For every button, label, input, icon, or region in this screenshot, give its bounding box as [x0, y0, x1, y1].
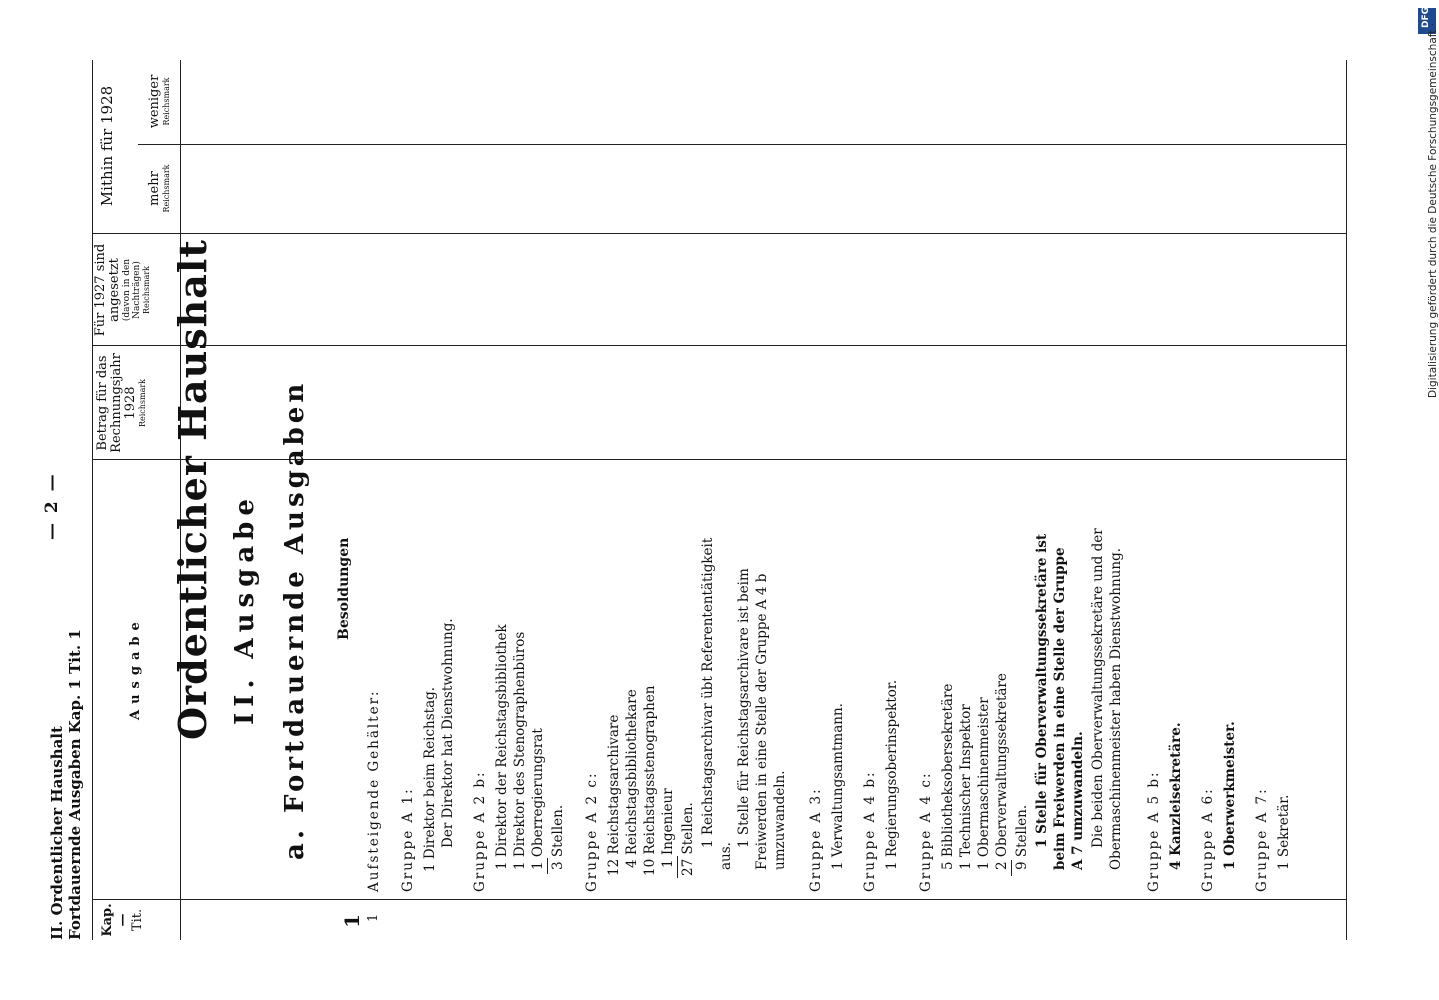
mehr-unit: Reichsmark — [162, 164, 171, 213]
a2c-note-1: 1 Reichstagsarchivar übt Referententätigkeit — [700, 537, 716, 848]
group-a1: Gruppe A 1: — [400, 787, 416, 892]
a4c-note-3: A 7 umzuwandeln. — [1070, 731, 1086, 870]
fuer1927-column-rule — [92, 345, 1346, 346]
mehr-column-rule — [92, 233, 1346, 234]
a2c-sum: 27 Stellen. — [680, 802, 696, 876]
group-a6: Gruppe A 6: — [1200, 787, 1216, 892]
tit-label: Tit. — [130, 908, 145, 932]
section-intro: Aufsteigende Gehälter: — [366, 689, 382, 892]
a2b-sum: 3 Stellen. — [550, 804, 566, 870]
a4c-line-4: 2 Oberverwaltungssekretäre — [994, 673, 1010, 870]
a4c-note-2: beim Freiwerden in eine Stelle der Gruppe — [1052, 547, 1068, 870]
a4c-line-3: 1 Obermaschinenmeister — [976, 697, 992, 870]
kap-column-rule — [92, 899, 1346, 900]
kap-label: Kap. — [100, 903, 115, 937]
a4c-note-5: Obermaschinenmeister haben Dienstwohnung. — [1108, 547, 1124, 870]
group-a3: Gruppe A 3: — [808, 787, 824, 892]
a2b-line-3: 1 Oberregierungsrat — [530, 728, 546, 870]
a2c-sum-rule — [677, 856, 678, 878]
betrag-header: Betrag für das Rechnungsjahr 1928 Reichsmark — [96, 348, 148, 458]
group-a5b: Gruppe A 5 b: — [1146, 770, 1162, 892]
group-a4b: Gruppe A 4 b: — [862, 770, 878, 892]
mithin-header: Mithin für 1928 — [98, 85, 116, 207]
a4c-note-4: Die beiden Oberverwaltungssekretäre und der — [1090, 528, 1106, 848]
fuer1927-header: Für 1927 sind angesetzt (davon in den Nachträgen) Reichsmark — [94, 236, 152, 344]
a1-line-1: 1 Direktor beim Reichstag. — [422, 686, 438, 872]
tit-number: 1 — [366, 913, 381, 922]
a1-line-2: Der Direktor hat Dienstwohnung. — [440, 618, 456, 848]
a4c-line-1: 5 Bibliotheksobersekretäre — [940, 683, 956, 870]
a4c-note-1: 1 Stelle für Oberverwaltungssekretäre ist — [1034, 533, 1050, 848]
page-number: — 2 — — [42, 472, 62, 540]
a2b-line-2: 1 Direktor des Stenographenbüros — [512, 631, 528, 870]
kap-tit-header: Kap. — Tit. — [100, 903, 145, 937]
title-fortdauernde-ausgaben: a. Fortdauernde Ausgaben — [280, 379, 310, 860]
a4c-line-2: 1 Technischer Inspektor — [958, 704, 974, 870]
title-besoldungen: Besoldungen — [336, 537, 352, 640]
a2c-line-2: 4 Reichstagsbibliothekare — [624, 689, 640, 868]
a4c-sum-rule — [1011, 860, 1012, 876]
a2c-line-3: 10 Reichstagsstenographen — [642, 685, 658, 876]
mehr-header: mehr Reichsmark — [148, 145, 172, 232]
weniger-header: weniger Reichsmark — [148, 60, 172, 143]
a2c-note-4: Freiwerden in eine Stelle der Gruppe A 4 b — [754, 573, 770, 870]
group-a4c: Gruppe A 4 c: — [918, 771, 934, 892]
betrag-unit: Reichsmark — [138, 378, 147, 428]
group-a7: Gruppe A 7: — [1254, 787, 1270, 892]
table-top-rule — [92, 60, 93, 940]
a2c-line-1: 12 Reichstagsarchivare — [606, 714, 622, 876]
a4c-sum: 9 Stellen. — [1014, 804, 1030, 870]
header-line-1: II. Ordentlicher Haushalt — [48, 726, 66, 940]
dfg-credit — [1416, 8, 1438, 398]
document-page — [40, 60, 1360, 940]
a2c-line-4: 1 Ingenieur — [660, 788, 676, 868]
weniger-unit: Reichsmark — [162, 77, 171, 126]
dfg-logo: DFG — [1418, 8, 1436, 34]
header-line-2: Fortdauernde Ausgaben Kap. 1 Tit. 1 — [66, 629, 84, 940]
fuer1927-sub: (davon in den Nachträgen) — [122, 258, 142, 322]
weniger-column-rule — [138, 144, 1346, 145]
a2b-line-1: 1 Direktor der Reichstagsbibliothek — [494, 624, 510, 870]
title-ausgabe: II. Ausgabe — [230, 493, 260, 725]
a4b-line-1: 1 Regierungsoberinspektor. — [884, 679, 900, 870]
a2c-note-3: 1 Stelle für Reichstagsarchivare ist beim — [736, 568, 752, 848]
kap-number: 1 — [340, 914, 364, 928]
group-a2c: Gruppe A 2 c: — [584, 771, 600, 892]
table-bottom-rule — [1346, 60, 1347, 940]
a6-line-1: 1 Oberwerkmeister. — [1222, 721, 1238, 870]
a2c-note-2: aus. — [718, 842, 734, 870]
a5b-line-1: 4 Kanzleisekretäre. — [1168, 722, 1184, 870]
title-ordentlicher-haushalt: Ordentlicher Haushalt — [170, 239, 215, 740]
ausgabe-header: Ausgabe — [128, 616, 143, 720]
a2c-note-5: umzuwandeln. — [772, 770, 788, 870]
a7-line-1: 1 Sekretär. — [1276, 794, 1292, 870]
fuer1927-unit: Reichsmark — [142, 265, 151, 315]
a3-line-1: 1 Verwaltungsamtmann. — [830, 703, 846, 870]
credit-text: Digitalisierung gefördert durch die Deutsche Forschungsgemeinschaft · — [1427, 22, 1439, 398]
group-a2b: Gruppe A 2 b: — [472, 770, 488, 892]
a2b-sum-rule — [547, 858, 548, 874]
